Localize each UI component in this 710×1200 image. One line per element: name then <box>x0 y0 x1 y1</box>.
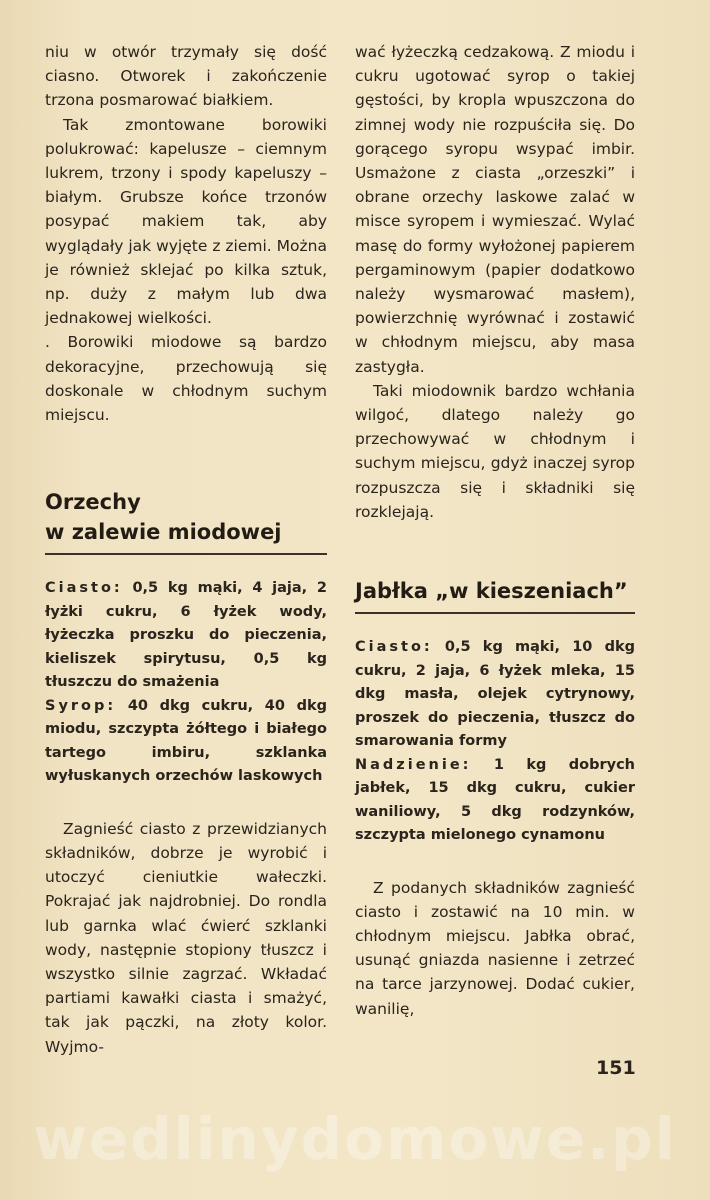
page-number: 151 <box>596 1057 636 1079</box>
section-title-line: w zalewie miodowej <box>45 520 282 545</box>
paragraph: Zagnieść ciasto z przewidzianych składników, dobrze je wyrobić i utoczyć cieniutkie wałeczki. Pokrajać jak najdrobniej. Do rondla lub garnka wlać ćwierć szklanki wody, następnie stopiony tłuszcz i wszystko silnie zagrzać. Wkładać partiami kawałki ciasta i smażyć, tak jak pączki, na złoty kolor. Wyjmo- <box>45 819 327 1056</box>
right-column <box>355 40 635 1021</box>
watermark: wedlinydomowe.pl <box>33 1105 677 1173</box>
section-title <box>45 487 327 547</box>
ingredients-label: Nadzienie: <box>355 756 472 773</box>
ingredients-text: 0,5 kg mąki, 10 dkg cukru, 2 jaja, 6 łyżek mleka, 15 dkg masła, olejek cytrynowy, proszek do pieczenia, tłuszcz do smarowania formy <box>355 639 635 750</box>
paragraph: Z podanych składników zagnieść ciasto i zostawić na 10 min. w chłodnym miejscu. Jabłka obrać, usunąć gniazda nasienne i zetrzeć na tarce jarzynowej. Dodać cukier, wanilię, <box>355 878 635 1018</box>
ingredients-text: 1 kg dobrych jabłek, 15 dkg cukru, cukier waniliowy, 5 dkg rodzynków, szczypta mielonego cynamonu <box>355 756 635 844</box>
left-column <box>45 40 327 1059</box>
ingredients-text: 0,5 kg mąki, 4 jaja, 2 łyżki cukru, 6 łyżek wody, łyżeczka proszku do pieczenia, kieliszek spirytusu, 0,5 kg tłuszczu do smażenia <box>45 580 327 691</box>
paragraph: Tak zmontowane borowiki polukrować: kapelusze – ciemnym lukrem, trzony i spody kapeluszy – białym. Grubsze końce trzonów posypać makiem tak, aby wyglądały jak wyjęte z ziemi. Można je również sklejać po kilka sztuk, np. duży z małym lub dwa jednakowej wielkości. <box>45 115 327 328</box>
ingredients-label: Ciasto: <box>355 639 433 656</box>
ingredients-block <box>355 636 635 848</box>
section-title-line: Orzechy <box>45 490 141 515</box>
paragraph: niu w otwór trzymały się dość ciasno. Otworek i zakończenie trzona posmarować białkiem. <box>45 43 327 110</box>
paragraph: wać łyżeczką cedzakową. Z miodu i cukru ugotować syrop o takiej gęstości, by kropla wpuszczona do zimnej wody nie rozpuściła się. Do gorącego syropu wsypać imbir. Usmażone z ciasta „orzeszki” i obrane orzechy laskowe zalać w misce syropem i wymieszać. Wylać masę do formy wyłożonej papierem pergaminowym (papier dodatkowo należy wysmarować masłem), powierzchnię wyrównać i zostawić w chłodnym miejscu, aby masa zastygła. <box>355 43 635 376</box>
ingredients-label: Ciasto: <box>45 580 123 597</box>
ingredients-label: Syrop: <box>45 697 117 714</box>
ingredients-text: 40 dkg cukru, 40 dkg miodu, szczypta żółtego i białego tartego imbiru, szklanka wyłuskanych orzechów laskowych <box>45 697 327 785</box>
paragraph: . Borowiki miodowe są bardzo dekoracyjne, przechowują się doskonale w chłodnym suchym miejscu. <box>45 333 327 425</box>
paragraph: Taki miodownik bardzo wchłania wilgoć, dlatego należy go przechowywać w chłodnym i suchym miejscu, gdyż inaczej syrop rozpuszcza się i składniki się rozklejają. <box>355 381 635 521</box>
ingredients-block <box>45 577 327 789</box>
section-title: Jabłka „w kieszeniach” <box>355 579 628 604</box>
